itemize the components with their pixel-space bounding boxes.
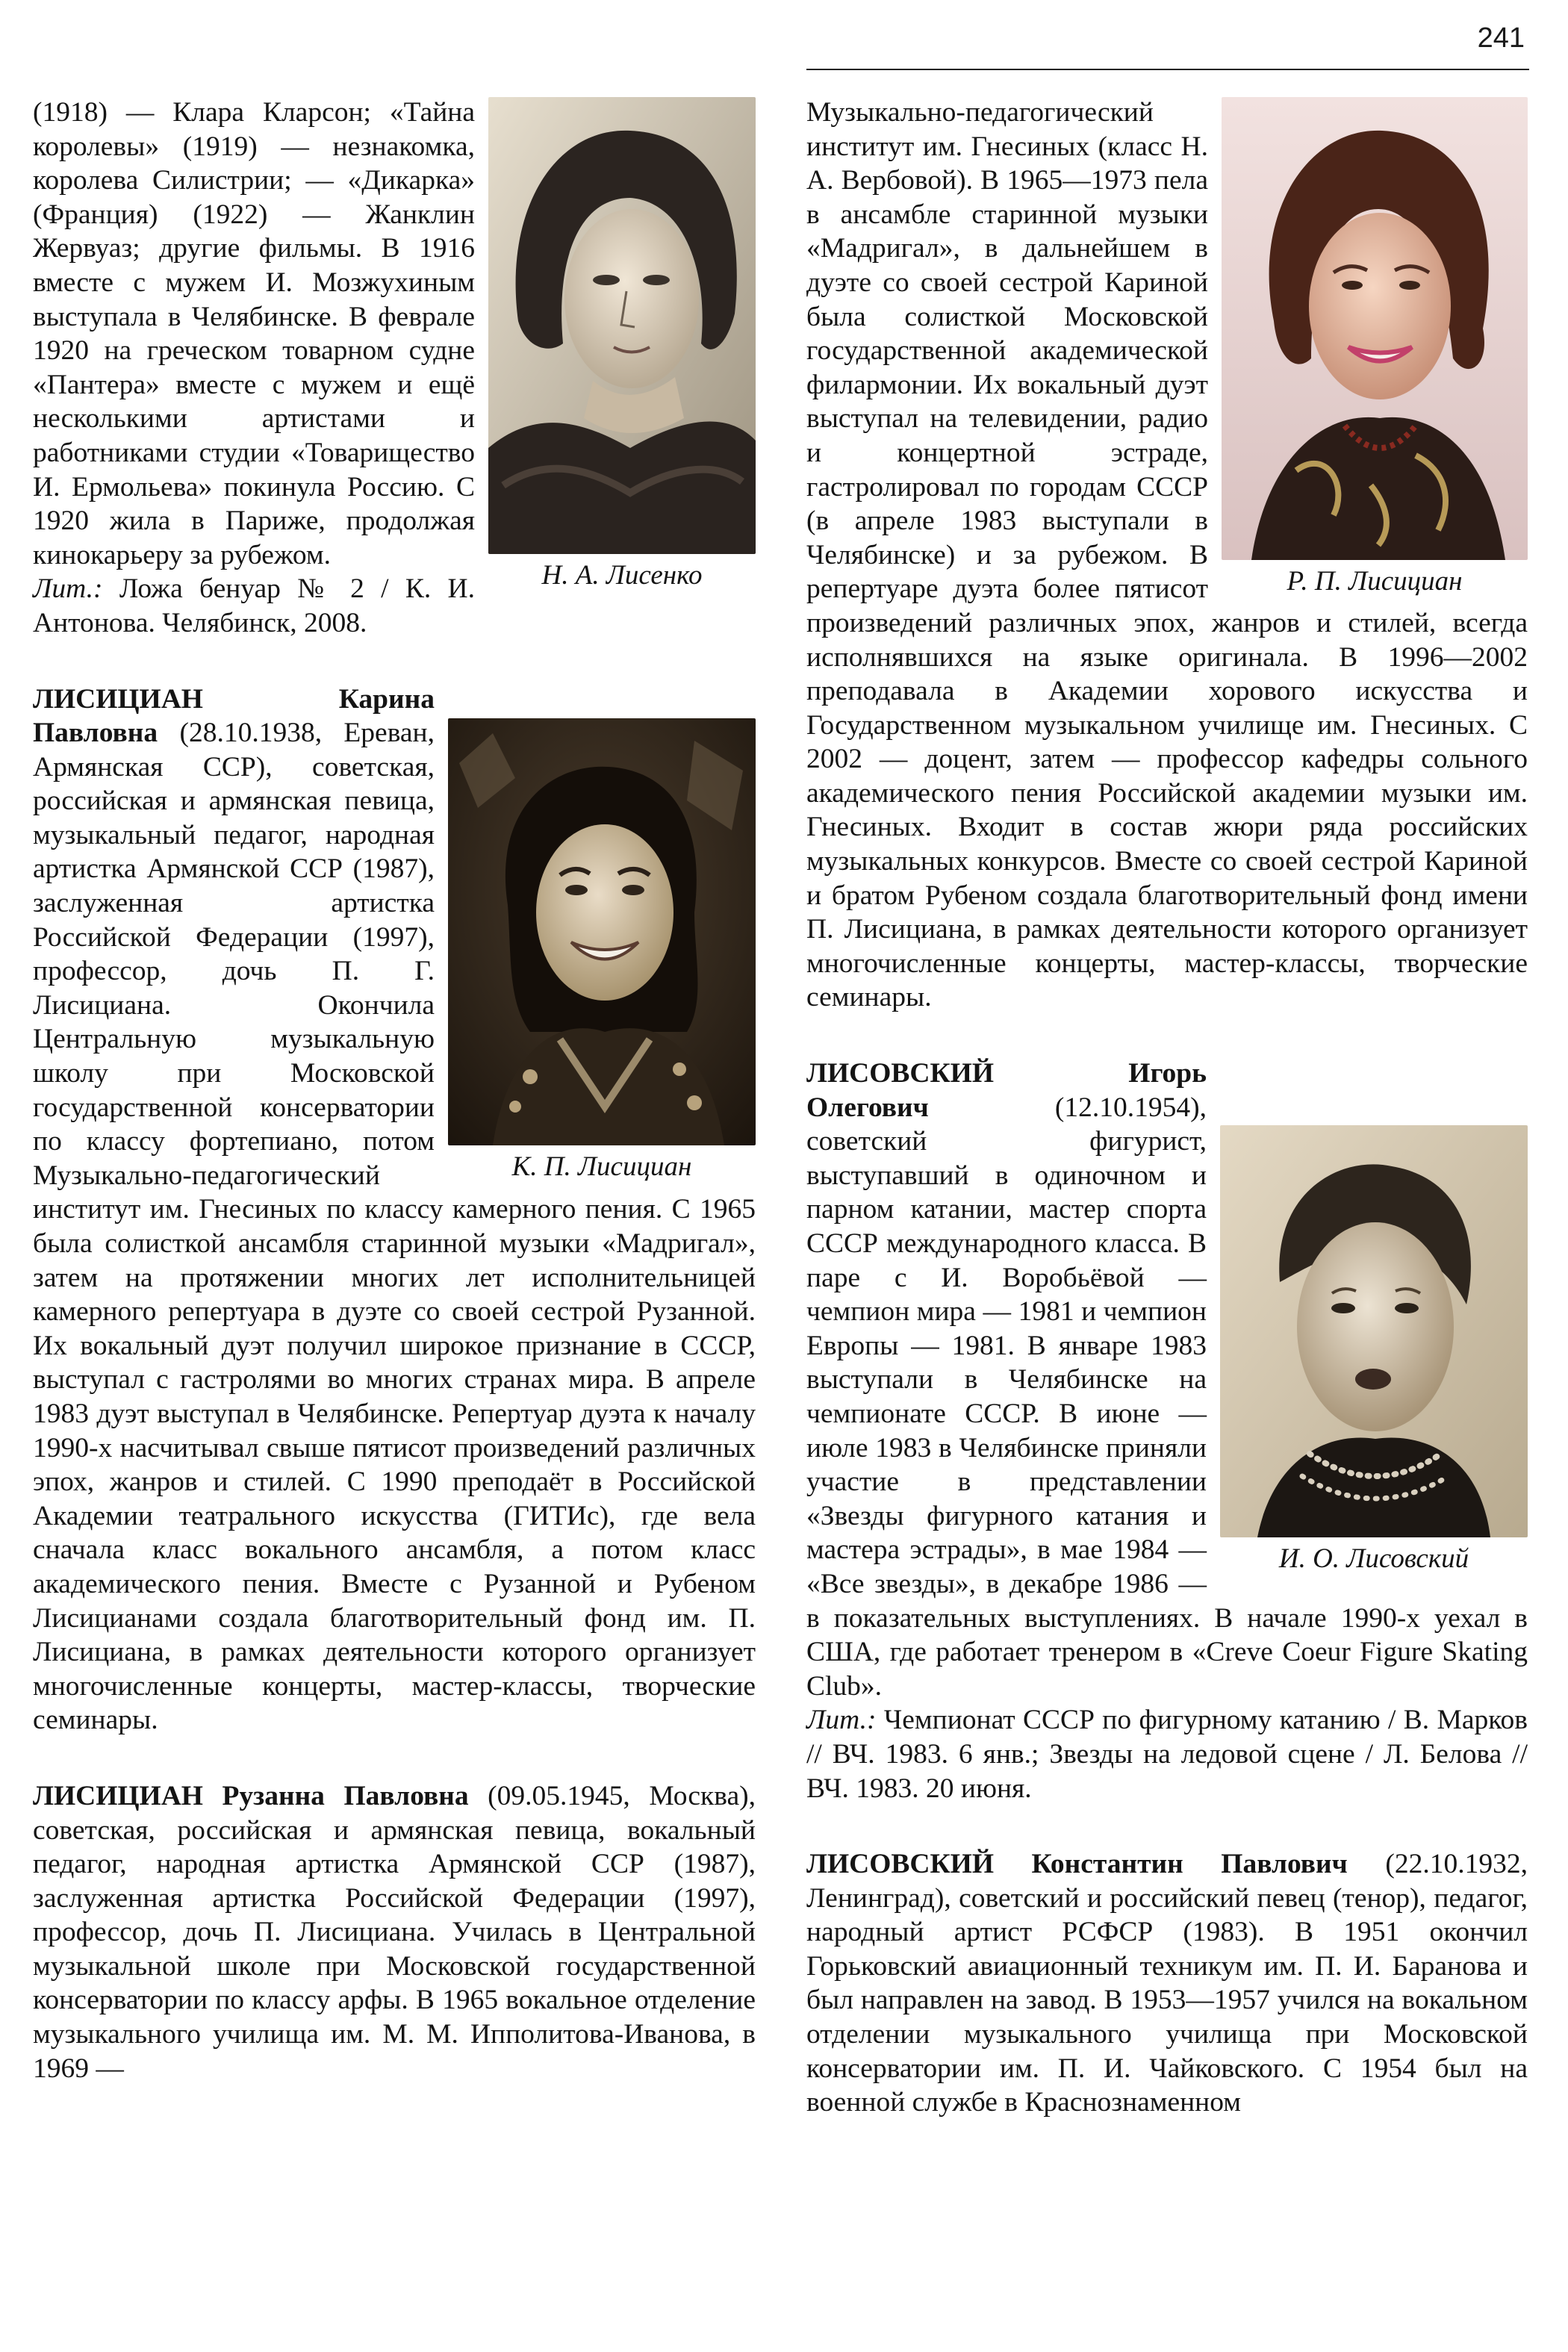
ruzanna-continued-text: Музыкально-педагогический институт им. Гнесиных (класс Н. А. Вербовой). В 1965—1973 пела в ансамбле старинной музыки «Мадригал», в дальнейшем в дуэте со своей сестрой Кариной была солисткой Московской государственной академической филармонии. Их вокальный дуэт выступал на телевидении, радио и концертной эстраде, гастролировал по городам СССР (в апреле 1983 выступали в Челябинске) и за рубежом. В репертуаре дуэта более пятисот произведений различных эпох, жанров и стилей, всегда исполнявшихся на языке оригинала. В 1996—2002 преподавала в Академии хорового искусства и Государственном музыкальном училище им. Гнесиных. С 2002 — доцент, затем — профессор кафедры сольного академического пения Российской академии музыки им. Гнесиных. Входит в состав жюри ряда российских музыкальных конкурсов. Вместе со своей сестрой Кариной и братом Рубеном создала благотворительный фонд имени П. Лисициана, в рамках деятельности которого организует многочисленные концерты, мастер-классы, творческие семинары. [806, 97, 1528, 1013]
entry-continued [33, 96, 756, 641]
photo-ruzanna [1222, 97, 1528, 560]
entry-konstantin [806, 1847, 1528, 2120]
konstantin-text: (22.10.1932, Ленинград), советский и российский певец (тенор), педагог, народный артист РСФСР (1983). В 1951 окончил Горьковский авиационный техникум им. П. И. Баранова и был направлен на завод. В 1953—1957 учился на вокальном отделении музыкального училища при Московской консерватории им. П. И. Чайковского. С 1954 был на военной службе в Краснознаменном [806, 1849, 1528, 2118]
igor-headword: ЛИСОВСКИЙ Игорь Олегович [806, 1058, 1207, 1123]
photo-igor-caption: И. О. Лисовский [1278, 1543, 1469, 1575]
photo-karina-figure [448, 718, 756, 1184]
photo-lisenko-caption: Н. А. Лисенко [541, 560, 703, 591]
portrait-ruzanna-image [1222, 97, 1528, 560]
continued-text: (1918) — Клара Кларсон; «Тайна королевы» (1919) — незнакомка, королева Силистрии; — «Дикарка» (Франция) (1922) — Жанклин Жервуаз; другие фильмы. В 1916 вместе с мужем И. Мозжухиным выступала в Челябинске. В феврале 1920 на греческом товарном судне «Пантера» вместе с мужем и ещё несколькими артистами и работниками студии «Товарищество И. Ермольева» покинула Россию. С 1920 жила в Париже, продолжая кинокарьеру за рубежом. [33, 97, 475, 570]
photo-karina [448, 718, 756, 1145]
karina-headword: ЛИСИЦИАН Карина Павловна [33, 683, 435, 749]
konstantin-headword: ЛИСОВСКИЙ Константин Павлович [806, 1849, 1348, 1880]
page-number: 241 [1477, 22, 1525, 54]
portrait-lisenko-image [488, 97, 756, 554]
portrait-karina-image [448, 718, 756, 1145]
entry-igor [806, 1057, 1528, 1805]
portrait-igor-image [1220, 1125, 1528, 1537]
karina-text: (28.10.1938, Ереван, Армянская ССР), советская, российская и армянская певица, музыкальный педагог, народная артистка Армянской ССР (1987), заслуженная артистка Российской Федерации (1997), профессор, дочь П. Г. Лисициана. Окончила Центральную музыкальную школу при Московской государственной консерватории по классу фортепиано, потом Музыкально-педагогический институт им. Гнесиных по классу камерного пения. С 1965 была солисткой ансамбля старинной музыки «Мадригал», затем на протяжении многих лет исполнительницей камерного репертуара в дуэте со своей сестрой Рузанной. Их вокальный дуэт получил широкое признание в СССР, выступал с гастролями во многих странах мира. В апреле 1983 дуэт выступал в Челябинске. Репертуар дуэта к началу 1990-х насчитывал свыше пятисот произведений различных эпох, жанров и стилей. С 1990 преподаёт в Российской Академии театрального искусства (ГИТИс), где вела сначала класс вокального ансамбля, а потом класс академического пения. Вместе с Рузанной и Рубеном Лисицианами создала благотворительный фонд им. П. Лисициана, в рамках деятельности которого организует многочисленные концерты, мастер-классы, творческие семинары. [33, 718, 756, 1736]
igor-lit-label: Лит.: [806, 1705, 877, 1736]
photo-lisenko [488, 97, 756, 554]
photo-karina-caption: К. П. Лисициан [511, 1151, 692, 1182]
entry-ruzanna-continued [806, 96, 1528, 1015]
photo-igor [1220, 1125, 1528, 1537]
photo-igor-figure [1220, 1125, 1528, 1576]
igor-lit-text: Чемпионат СССР по фигурному катанию / В. Марков // ВЧ. 1983. 6 янв.; Звезды на ледовой сцене / Л. Белова // ВЧ. 1983. 20 июня. [806, 1705, 1528, 1804]
right-column [806, 96, 1528, 2120]
header-rule [806, 69, 1529, 70]
photo-lisenko-figure [488, 97, 756, 593]
entry-karina [33, 682, 756, 1737]
ruzanna-text: (09.05.1945, Москва), советская, российская и армянская певица, вокальный педагог, народная артистка Армянской ССР (1987), заслуженная артистка Российской Федерации (1997), профессор, дочь П. Лисициана. Училась в Центральной музыкальной школе при Московской государственной консерватории по классу арфы. В 1965 вокальное отделение музыкального училища им. М. М. Ипполитова-Иванова, в 1969 — [33, 1780, 756, 2084]
photo-ruzanna-figure [1222, 97, 1528, 599]
continued-lit-label: Лит.: [33, 573, 103, 605]
left-column [33, 96, 756, 2085]
ruzanna-headword: ЛИСИЦИАН Рузанна Павловна [33, 1780, 469, 1811]
igor-text: (12.10.1954), советский фигурист, выступавший в одиночном и парном катании, мастер спорта СССР международного класса. В паре с И. Воробьёвой — чемпион мира — 1981 и чемпион Европы — 1981. В январе 1983 выступали в Челябинске на чемпионате СССР. В июне — июле 1983 в Челябинске приняли участие в представлении «Звезды фигурного катания и мастера эстрады», в мае 1984 — «Все звезды», в декабре 1986 — в показательных выступлениях. В начале 1990-х уехал в США, где работает тренером в «Creve Coeur Figure Skating Club». [806, 1092, 1528, 1702]
entry-ruzanna [33, 1779, 756, 2085]
continued-lit-text: Ложа бенуар № 2 / К. И. Антонова. Челябинск, 2008. [33, 573, 475, 638]
photo-ruzanna-caption: Р. П. Лисициан [1287, 566, 1463, 597]
